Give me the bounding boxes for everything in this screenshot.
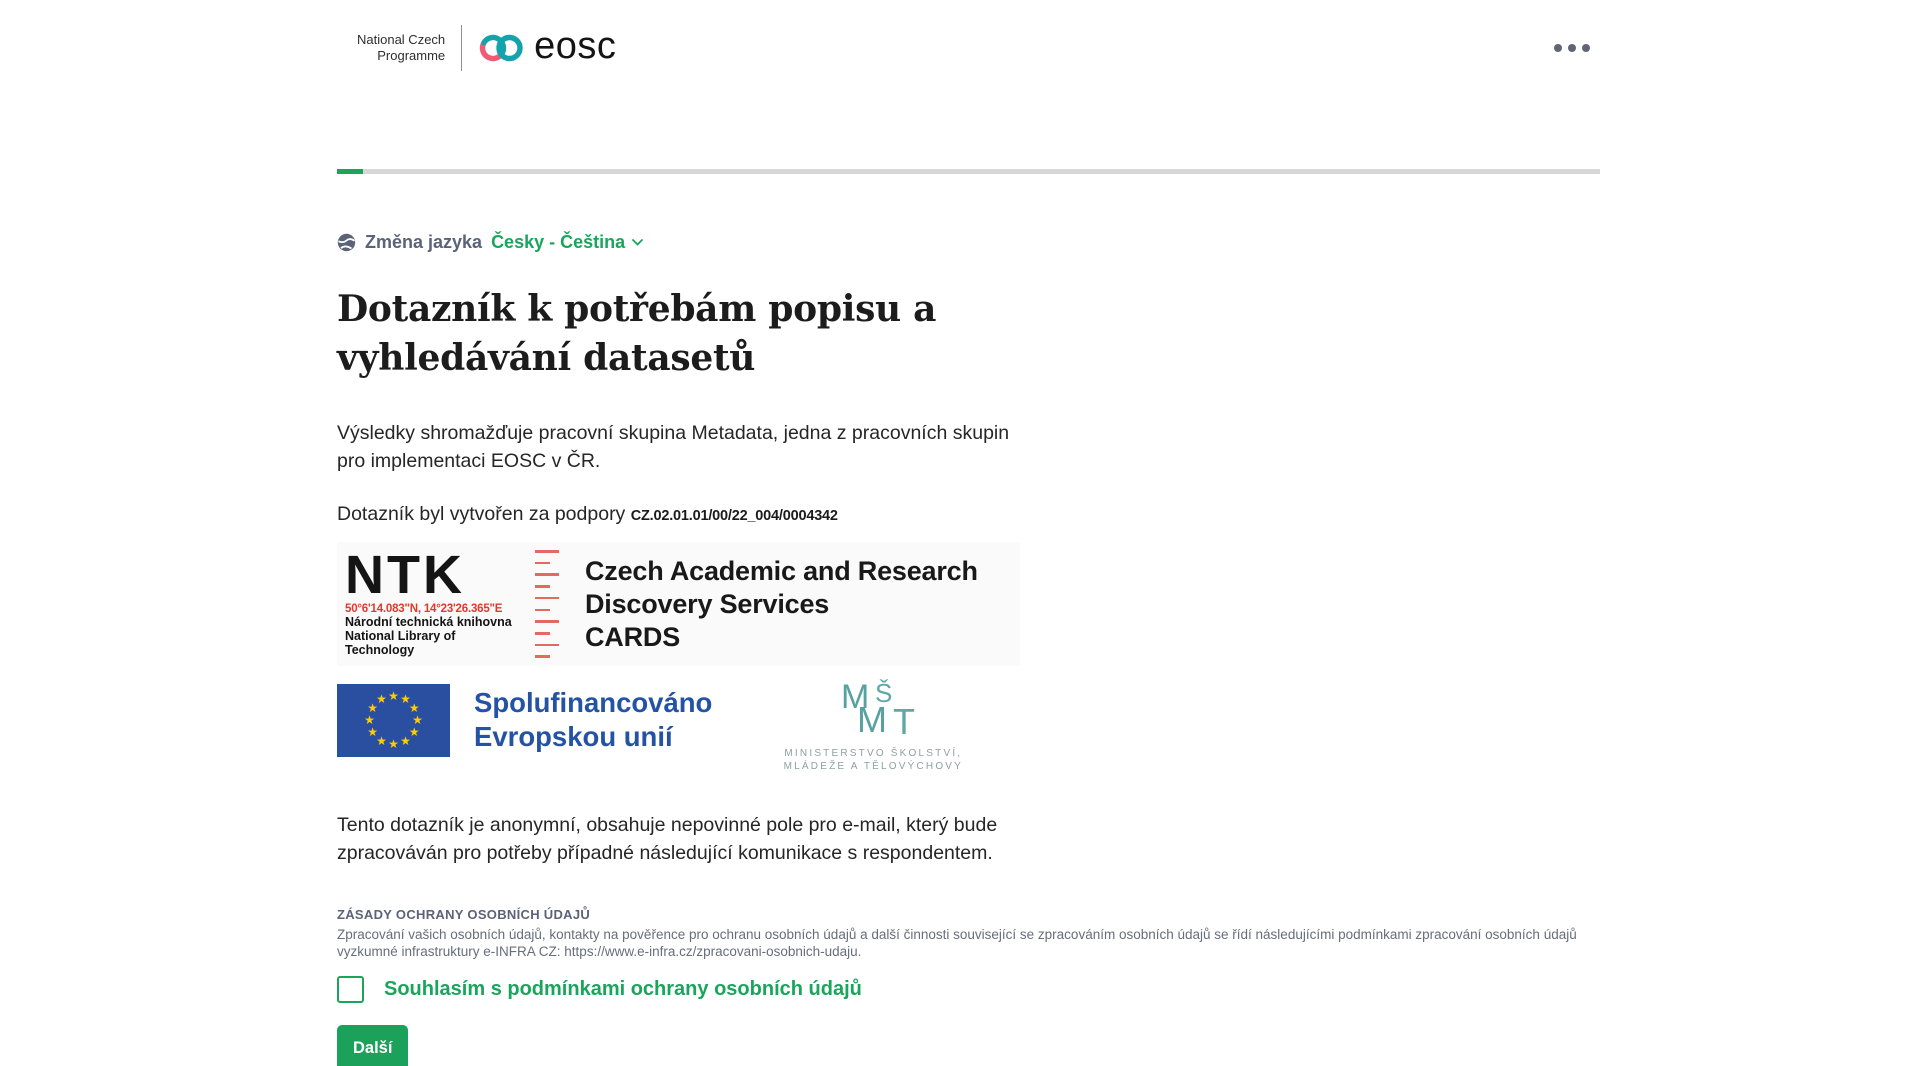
privacy-body-text: Zpracování vašich osobních údajů, kontakty na pověřence pro ochranu osobních údajů a další činnosti související se zpracováním osobních údajů se řídí následujícími podmínkami zpracování osobních údajů vyzkumné infrastruktury e-INFRA CZ: https://www.e-infra.cz/zpracovani-osobnich-udaju. <box>337 927 1577 959</box>
privacy-consent-label[interactable]: Souhlasím s podmínkami ochrany osobních údajů <box>384 978 862 1000</box>
brand-divider <box>461 25 462 71</box>
language-row <box>337 232 1600 253</box>
privacy-consent-checkbox[interactable] <box>337 976 364 1003</box>
msmt-caption <box>768 747 978 773</box>
ntk-coordinates: 50°6'14.083"N, 14°23'26.365"E <box>345 603 503 615</box>
survey-title: Dotazník k potřebám popisu a vyhledávání datasetů <box>337 288 937 379</box>
cards-line1: Czech Academic and Research <box>585 556 978 586</box>
cards-logo-text <box>585 548 978 660</box>
language-label: Změna jazyka <box>365 232 483 252</box>
language-selector[interactable] <box>491 232 643 253</box>
globe-icon <box>337 233 356 252</box>
brand-logo <box>337 25 616 71</box>
eu-text-line1: Spolufinancováno <box>474 687 713 718</box>
ntk-ruler-icon <box>535 548 559 660</box>
next-button[interactable]: Další <box>337 1025 408 1066</box>
privacy-section <box>337 907 1600 960</box>
support-project-code: CZ.02.01.01/00/22_004/0004342 <box>630 508 838 524</box>
cards-line2: Discovery Services <box>585 589 830 619</box>
ntk-cards-logo <box>337 542 1020 666</box>
survey-progress-fill <box>337 169 363 174</box>
svg-text:Š: Š <box>875 678 893 708</box>
eu-text-line2: Evropskou unií <box>474 721 673 752</box>
msmt-logo <box>768 676 978 773</box>
chevron-down-icon <box>632 239 643 246</box>
program-name-line2: Programme <box>377 48 446 63</box>
consent-row <box>337 976 1600 1003</box>
eosc-wordmark: eosc <box>534 25 617 67</box>
eu-cofunded-text <box>474 684 712 754</box>
msmt-caption-line2: MLÁDEŽE A TĚLOVÝCHOVY <box>783 761 964 772</box>
ntk-acronym: NTK <box>345 545 465 605</box>
eu-flag-icon: ★ ★ ★ ★ ★ ★ ★ ★ ★ ★ ★ ★ <box>337 684 450 757</box>
header <box>337 0 1600 72</box>
ntk-name-en: National Library of Technology <box>345 629 456 657</box>
ntk-logo <box>345 545 517 660</box>
funding-logos-row <box>337 678 1037 773</box>
cards-line3: CARDS <box>585 622 681 652</box>
eosc-logo-icon <box>478 32 526 65</box>
main-column <box>337 285 1037 867</box>
svg-text:M: M <box>841 678 870 716</box>
survey-intro-text: Výsledky shromažďuje pracovní skupina Metadata, jedna z pracovních skupin pro implementaci EOSC v ČR. <box>337 422 1010 472</box>
svg-text:M: M <box>857 699 888 740</box>
language-selected-value[interactable]: Česky - Čeština <box>491 232 626 252</box>
ntk-name-cs: Národní technická knihovna <box>345 615 512 629</box>
page-container <box>337 0 1600 1066</box>
support-line <box>337 503 1037 526</box>
program-name-line1: National Czech <box>357 32 446 47</box>
msmt-caption-line1: MINISTERSTVO ŠKOLSTVÍ, <box>784 748 963 759</box>
anonymity-text: Tento dotazník je anonymní, obsahuje nepovinné pole pro e-mail, který bude zpracováván pro potřeby případné následující komunikace s respondentem. <box>337 814 998 864</box>
msmt-monogram-icon <box>813 676 933 740</box>
program-name <box>357 32 445 64</box>
svg-text:T: T <box>893 701 916 740</box>
privacy-heading: ZÁSADY OCHRANY OSOBNÍCH ÚDAJŮ <box>337 907 591 922</box>
ellipsis-menu-icon[interactable] <box>1544 34 1600 62</box>
survey-progress-bar <box>337 169 1600 174</box>
support-text: Dotazník byl vytvořen za podpory <box>337 503 626 525</box>
